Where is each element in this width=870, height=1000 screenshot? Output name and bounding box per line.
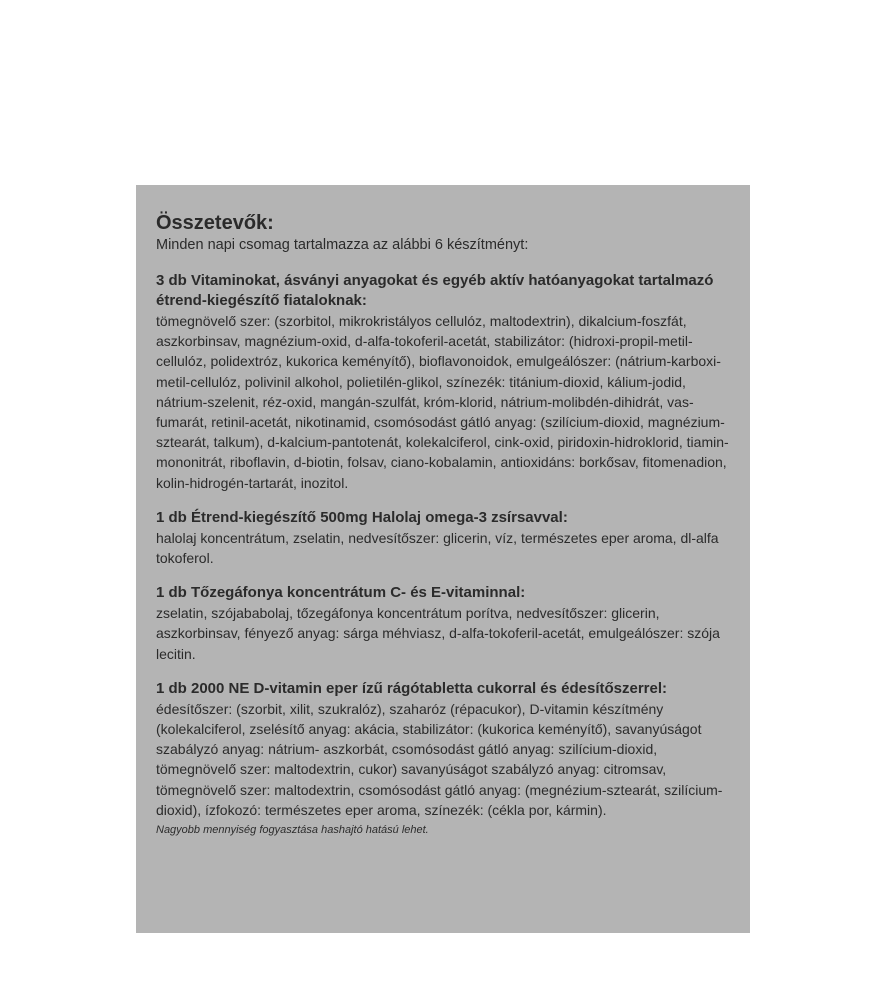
ingredients-title: Összetevők:	[156, 212, 274, 234]
section-body: édesítőszer: (szorbit, xilit, szukralóz), szaharóz (répacukor), D-vitamin készítmény (kolekalciferol, zselésítő anyag: akácia, stabilizátor: (kukorica keményítő), savanyúságot szabályzó anyag: nátrium- aszkorbát, csomósodást gátló anyag: szilícium-dioxid, tömegnövelő szer: maltodextrin, cukor) savanyúságot szabályzó anyag: citromsav, tömegnövelő szer: maltodextrin, csomósodást gátló anyag: (megnézium-sztearát, szilícium-dioxid), ízfokozó: természetes eper aroma, színezék: (cékla por, kármin).	[156, 700, 723, 818]
section-cranberry	[156, 583, 732, 664]
section-heading: 1 db Tőzegáfonya koncentrátum C- és E-vitaminnal:	[156, 584, 526, 602]
section-fish-oil	[156, 508, 732, 568]
ingredients-panel	[136, 185, 750, 933]
section-heading: 3 db Vitaminokat, ásványi anyagokat és egyéb aktív hatóanyagokat tartalmazó étrend-kiegészítő fiataloknak:	[156, 272, 714, 309]
section-body: halolaj koncentrátum, zselatin, nedvesítőszer: glicerin, víz, természetes eper aroma, dl-alfa tokoferol.	[156, 529, 719, 567]
laxative-warning-note: Nagyobb mennyiség fogyasztása hashajtó hatású lehet.	[156, 824, 429, 837]
section-body: tömegnövelő szer: (szorbitol, mikrokristályos cellulóz, maltodextrin), dikalcium-foszfát, aszkorbinsav, magnézium-oxid, d-alfa-tokoferil-acetát, stabilizátor: (hidroxi-propil-metil-cellulóz, polidextróz, kukorica keményítő), bioflavonoidok, emulgeálószer: (nátrium-karboxi-metil-cellulóz, polivinil alkohol, polietilén-glikol, színezék: titánium-dioxid, kálium-jodid, nátrium-szelenit, réz-oxid, mangán-szulfát, króm-klorid, nátrium-molibdén-dihidrát, vas-fumarát, retinil-acetát, nikotinamid, csomósodást gátló anyag: (szilícium-dioxid, magnézium-sztearát, talkum), d-kalcium-pantotenát, kolekalciferol, cink-oxid, piridoxin-hidroklorid, tiamin-mononitrát, riboflavin, d-biotin, folsav, ciano-kobalamin, antioxidáns: borkősav, fitomenadion, kolin-hidrogén-tartarát, inozitol.	[156, 313, 729, 491]
section-heading: 1 db Étrend-kiegészítő 500mg Halolaj omega-3 zsírsavval:	[156, 508, 568, 526]
intro-text: Minden napi csomag tartalmazza az alábbi 6 készítményt:	[156, 237, 529, 253]
section-heading: 1 db 2000 NE D-vitamin eper ízű rágótabletta cukorral és édesítőszerrel:	[156, 679, 668, 697]
section-vitamin-d	[156, 679, 732, 820]
section-multivitamin	[156, 271, 732, 493]
section-body: zselatin, szójababolaj, tőzegáfonya koncentrátum porítva, nedvesítőszer: glicerin, aszkorbinsav, fényező anyag: sárga méhviasz, d-alfa-tokoferil-acetát, emulgeálószer: szója lecitin.	[156, 605, 720, 662]
